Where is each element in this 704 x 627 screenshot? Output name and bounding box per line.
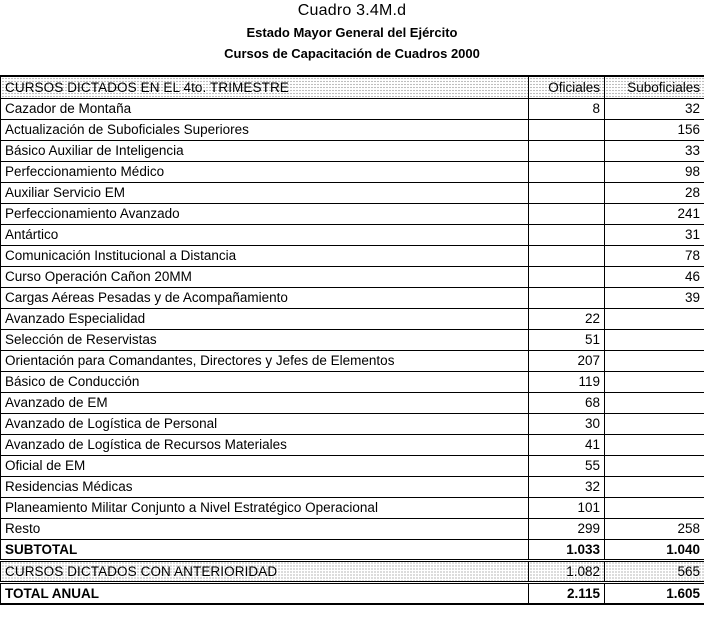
suboficiales-cell bbox=[605, 308, 704, 329]
oficiales-cell: 30 bbox=[529, 413, 605, 434]
suboficiales-cell bbox=[605, 371, 704, 392]
course-name-cell: Orientación para Comandantes, Directores y Jefes de Elementos bbox=[1, 350, 529, 371]
oficiales-cell: 68 bbox=[529, 392, 605, 413]
course-name-cell: Comunicación Institucional a Distancia bbox=[1, 245, 529, 266]
course-name-cell: Avanzado de Logística de Recursos Materiales bbox=[1, 434, 529, 455]
course-name-cell: Residencias Médicas bbox=[1, 476, 529, 497]
table-row bbox=[1, 119, 704, 140]
table-header-row bbox=[1, 76, 704, 98]
suboficiales-cell: 241 bbox=[605, 203, 704, 224]
oficiales-cell bbox=[529, 119, 605, 140]
suboficiales-cell: 31 bbox=[605, 224, 704, 245]
table-row bbox=[1, 98, 704, 119]
suboficiales-cell bbox=[605, 434, 704, 455]
table-row bbox=[1, 329, 704, 350]
oficiales-cell bbox=[529, 182, 605, 203]
course-name-cell: Resto bbox=[1, 518, 529, 539]
suboficiales-cell bbox=[605, 392, 704, 413]
suboficiales-cell: 46 bbox=[605, 266, 704, 287]
table-row bbox=[1, 434, 704, 455]
courses-table bbox=[0, 75, 704, 605]
header-suboficiales: Suboficiales bbox=[605, 76, 704, 98]
course-name-cell: Avanzado de EM bbox=[1, 392, 529, 413]
course-name-cell: Perfeccionamiento Médico bbox=[1, 161, 529, 182]
oficiales-cell: 1.082 bbox=[529, 560, 605, 582]
suboficiales-cell: 156 bbox=[605, 119, 704, 140]
oficiales-cell: 119 bbox=[529, 371, 605, 392]
course-name-cell: Avanzado de Logística de Personal bbox=[1, 413, 529, 434]
suboficiales-cell: 33 bbox=[605, 140, 704, 161]
oficiales-cell: 41 bbox=[529, 434, 605, 455]
table-row bbox=[1, 476, 704, 497]
course-name-cell: Actualización de Suboficiales Superiores bbox=[1, 119, 529, 140]
course-name-cell: CURSOS DICTADOS CON ANTERIORIDAD bbox=[1, 560, 529, 582]
course-name-cell: Básico de Conducción bbox=[1, 371, 529, 392]
previous-courses-row bbox=[1, 560, 704, 582]
suboficiales-cell: 32 bbox=[605, 98, 704, 119]
course-name-cell: SUBTOTAL bbox=[1, 539, 529, 560]
course-name-cell: Selección de Reservistas bbox=[1, 329, 529, 350]
table-row bbox=[1, 350, 704, 371]
course-name-cell: Oficial de EM bbox=[1, 455, 529, 476]
oficiales-cell bbox=[529, 287, 605, 308]
table-row bbox=[1, 308, 704, 329]
oficiales-cell bbox=[529, 245, 605, 266]
oficiales-cell: 32 bbox=[529, 476, 605, 497]
oficiales-cell: 101 bbox=[529, 497, 605, 518]
oficiales-cell: 8 bbox=[529, 98, 605, 119]
suboficiales-cell bbox=[605, 350, 704, 371]
course-name-cell: Planeamiento Militar Conjunto a Nivel Estratégico Operacional bbox=[1, 497, 529, 518]
oficiales-cell bbox=[529, 203, 605, 224]
suboficiales-cell bbox=[605, 476, 704, 497]
table-row bbox=[1, 245, 704, 266]
suboficiales-cell: 39 bbox=[605, 287, 704, 308]
suboficiales-cell: 28 bbox=[605, 182, 704, 203]
table-row bbox=[1, 392, 704, 413]
table-row bbox=[1, 182, 704, 203]
table-subtitle-organization: Estado Mayor General del Ejército bbox=[246, 25, 458, 40]
course-name-cell: Antártico bbox=[1, 224, 529, 245]
header-courses: CURSOS DICTADOS EN EL 4to. TRIMESTRE bbox=[1, 76, 529, 98]
oficiales-cell bbox=[529, 224, 605, 245]
table-row bbox=[1, 266, 704, 287]
header-oficiales: Oficiales bbox=[529, 76, 605, 98]
suboficiales-cell bbox=[605, 455, 704, 476]
table-row bbox=[1, 140, 704, 161]
oficiales-cell bbox=[529, 161, 605, 182]
oficiales-cell: 299 bbox=[529, 518, 605, 539]
table-row bbox=[1, 203, 704, 224]
course-name-cell: Cargas Aéreas Pesadas y de Acompañamiento bbox=[1, 287, 529, 308]
course-name-cell: Cazador de Montaña bbox=[1, 98, 529, 119]
oficiales-cell: 207 bbox=[529, 350, 605, 371]
oficiales-cell bbox=[529, 140, 605, 161]
suboficiales-cell: 1.040 bbox=[605, 539, 704, 560]
suboficiales-cell: 78 bbox=[605, 245, 704, 266]
table-row bbox=[1, 224, 704, 245]
suboficiales-cell: 258 bbox=[605, 518, 704, 539]
oficiales-cell: 1.033 bbox=[529, 539, 605, 560]
table-row bbox=[1, 518, 704, 539]
suboficiales-cell: 98 bbox=[605, 161, 704, 182]
course-name-cell: Básico Auxiliar de Inteligencia bbox=[1, 140, 529, 161]
table-row bbox=[1, 161, 704, 182]
suboficiales-cell: 565 bbox=[605, 560, 704, 582]
table-title: Cuadro 3.4M.d bbox=[297, 2, 407, 19]
course-name-cell: Avanzado Especialidad bbox=[1, 308, 529, 329]
subtotal-row bbox=[1, 539, 704, 560]
table-subtitle-description: Cursos de Capacitación de Cuadros 2000 bbox=[224, 46, 480, 61]
total-row bbox=[1, 582, 704, 604]
oficiales-cell: 22 bbox=[529, 308, 605, 329]
suboficiales-cell: 1.605 bbox=[605, 582, 704, 604]
suboficiales-cell bbox=[605, 413, 704, 434]
course-name-cell: TOTAL ANUAL bbox=[1, 582, 529, 604]
table-row bbox=[1, 455, 704, 476]
oficiales-cell bbox=[529, 266, 605, 287]
course-name-cell: Curso Operación Cañon 20MM bbox=[1, 266, 529, 287]
table-row bbox=[1, 287, 704, 308]
course-name-cell: Perfeccionamiento Avanzado bbox=[1, 203, 529, 224]
oficiales-cell: 51 bbox=[529, 329, 605, 350]
suboficiales-cell bbox=[605, 329, 704, 350]
course-name-cell: Auxiliar Servicio EM bbox=[1, 182, 529, 203]
table-row bbox=[1, 497, 704, 518]
suboficiales-cell bbox=[605, 497, 704, 518]
table-row bbox=[1, 371, 704, 392]
oficiales-cell: 2.115 bbox=[529, 582, 605, 604]
table-row bbox=[1, 413, 704, 434]
oficiales-cell: 55 bbox=[529, 455, 605, 476]
